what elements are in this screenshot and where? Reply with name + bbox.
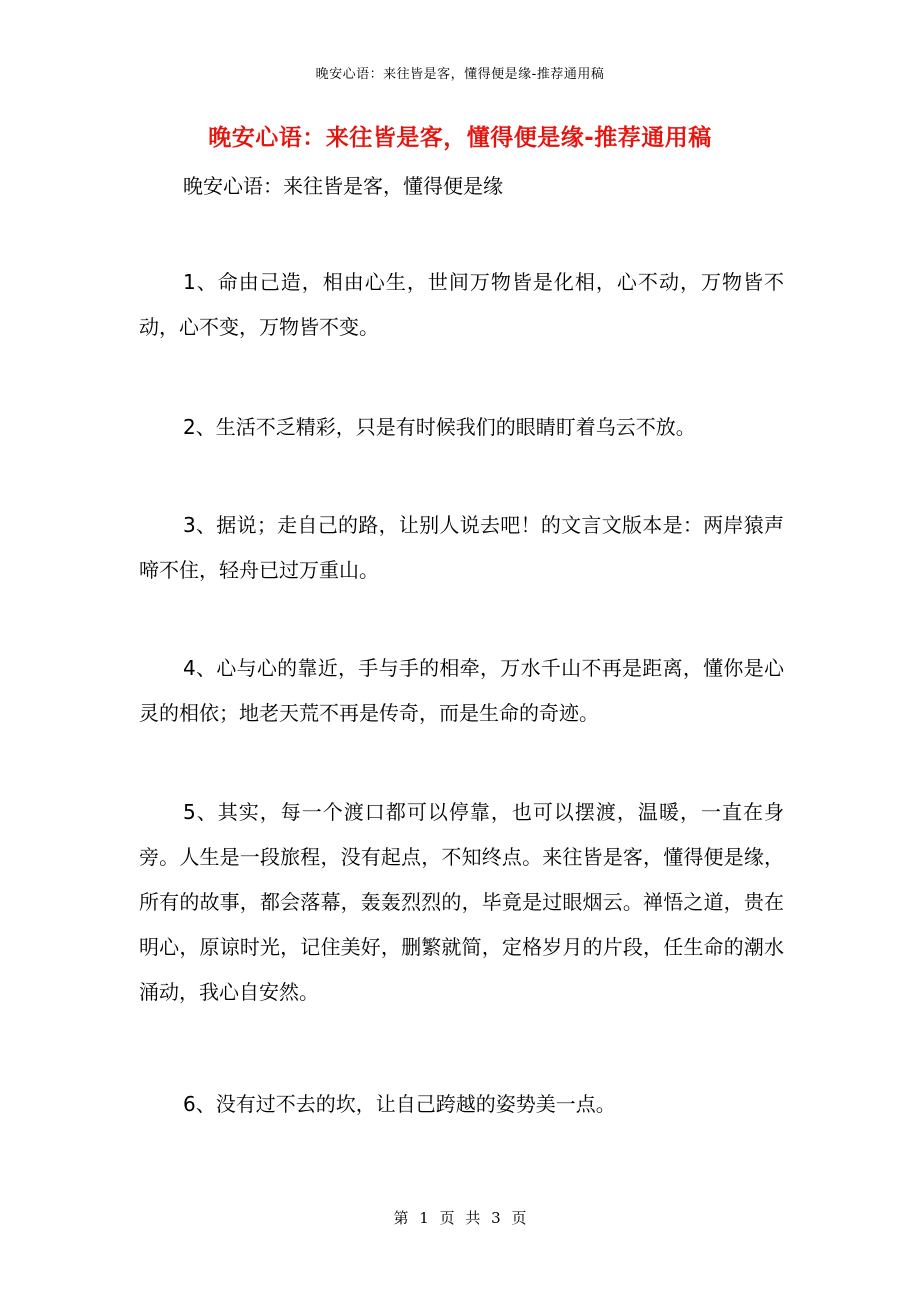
page-number: 第 1 页 共 3 页 xyxy=(393,1209,527,1227)
paragraph-1: 1、命由己造，相由心生，世间万物皆是化相，心不动，万物皆不动，心不变，万物皆不变。 xyxy=(139,270,784,339)
paragraph-4: 4、心与心的靠近，手与手的相牵，万水千山不再是距离，懂你是心灵的相依；地老天荒不再是传奇，而是生命的奇迹。 xyxy=(139,656,784,725)
document-subtitle: 晚安心语：来往皆是客，懂得便是缘 xyxy=(183,174,503,198)
paragraph-2: 2、生活不乏精彩，只是有时候我们的眼睛盯着乌云不放。 xyxy=(183,415,696,439)
paragraph-6: 6、没有过不去的坎，让自己跨越的姿势美一点。 xyxy=(183,1092,616,1116)
paragraph-5: 5、其实，每一个渡口都可以停靠，也可以摆渡，温暖，一直在身旁。人生是一段旅程，没有起点，不知终点。来往皆是客，懂得便是缘，所有的故事，都会落幕，轰轰烈烈的，毕竟是过眼烟云。禅悟之道，贵在明心，原谅时光，记住美好，删繁就简，定格岁月的片段，任生命的潮水涌动，我心自安然。 xyxy=(139,800,784,1004)
document-title: 晚安心语：来往皆是客，懂得便是缘-推荐通用稿 xyxy=(208,125,712,151)
paragraph-3: 3、据说；走自己的路，让别人说去吧！的文言文版本是：两岸猿声啼不住，轻舟已过万重山。 xyxy=(139,513,784,582)
running-header: 晚安心语：来往皆是客，懂得便是缘-推荐通用稿 xyxy=(315,67,605,82)
